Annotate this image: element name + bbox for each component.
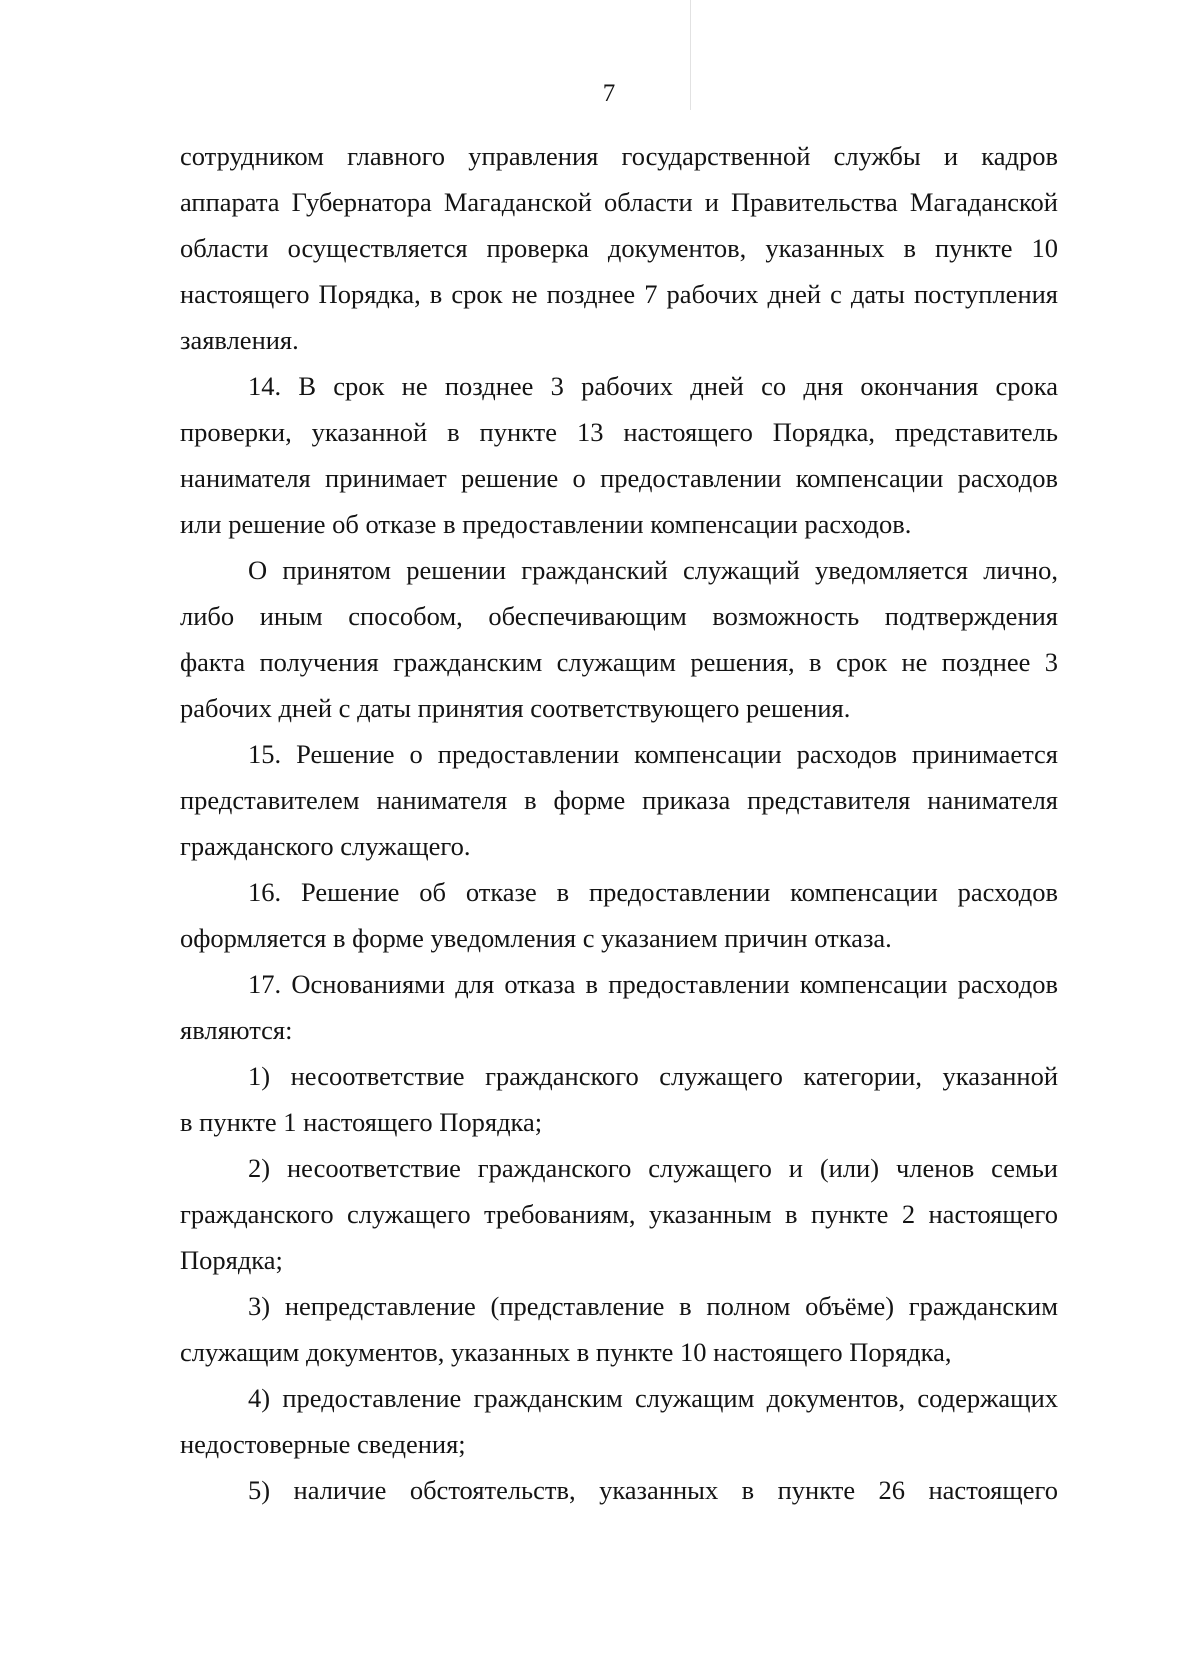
text-line: заявления. <box>180 325 299 355</box>
document-body <box>180 0 1058 1661</box>
text-line: представителем нанимателя в форме приказа представителя нанимателя <box>180 785 1058 815</box>
text-line: 4) предоставление гражданским служащим документов, содержащих <box>248 1383 1058 1413</box>
text-line: 17. Основаниями для отказа в предоставлении компенсации расходов <box>248 969 1058 999</box>
text-line: в пункте 1 настоящего Порядка; <box>180 1107 543 1137</box>
text-line: 1) несоответствие гражданского служащего категории, указанной <box>248 1061 1058 1091</box>
page-number: 7 <box>602 80 616 107</box>
text-line: Порядка; <box>180 1245 283 1275</box>
text-line: 14. В срок не позднее 3 рабочих дней со дня окончания срока <box>248 371 1058 401</box>
text-line: проверки, указанной в пункте 13 настоящего Порядка, представитель <box>180 417 1058 447</box>
text-line: 5) наличие обстоятельств, указанных в пункте 26 настоящего <box>248 1475 1058 1505</box>
text-line: области осуществляется проверка документов, указанных в пункте 10 <box>180 233 1058 263</box>
text-line: сотрудником главного управления государственной службы и кадров <box>180 141 1058 171</box>
text-line: оформляется в форме уведомления с указанием причин отказа. <box>180 923 892 953</box>
text-line: 2) несоответствие гражданского служащего и (или) членов семьи <box>248 1153 1058 1183</box>
text-line: или решение об отказе в предоставлении компенсации расходов. <box>180 509 912 539</box>
text-line: настоящего Порядка, в срок не позднее 7 рабочих дней с даты поступления <box>180 279 1058 309</box>
text-line: либо иным способом, обеспечивающим возможность подтверждения <box>180 601 1058 631</box>
text-line: 15. Решение о предоставлении компенсации расходов принимается <box>248 739 1058 769</box>
text-line: 3) непредставление (представление в полном объёме) гражданским <box>248 1291 1058 1321</box>
text-line: являются: <box>180 1015 293 1045</box>
text-line: факта получения гражданским служащим решения, в срок не позднее 3 <box>180 647 1058 677</box>
text-line: служащим документов, указанных в пункте 10 настоящего Порядка, <box>180 1337 952 1367</box>
text-line: 16. Решение об отказе в предоставлении компенсации расходов <box>248 877 1058 907</box>
text-line: гражданского служащего требованиям, указанным в пункте 2 настоящего <box>180 1199 1058 1229</box>
text-line: рабочих дней с даты принятия соответствующего решения. <box>180 693 851 723</box>
text-line: аппарата Губернатора Магаданской области и Правительства Магаданской <box>180 187 1058 217</box>
text-line: О принятом решении гражданский служащий уведомляется лично, <box>248 555 1058 585</box>
text-line: гражданского служащего. <box>180 831 471 861</box>
text-line: недостоверные сведения; <box>180 1429 466 1459</box>
text-line: нанимателя принимает решение о предоставлении компенсации расходов <box>180 463 1058 493</box>
